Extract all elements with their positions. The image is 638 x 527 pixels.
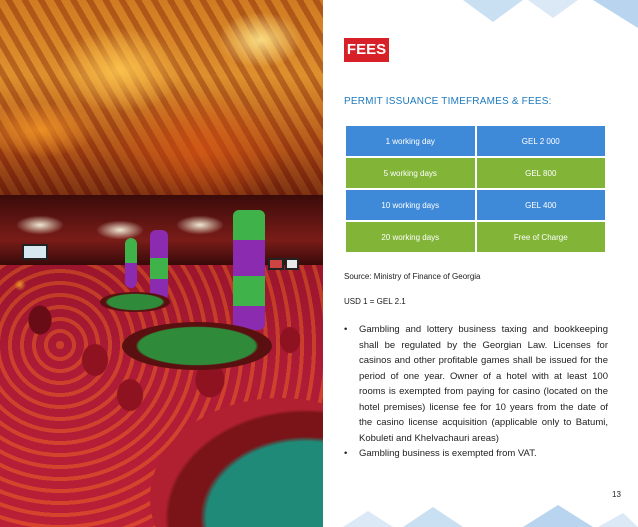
- table-row: [345, 189, 606, 221]
- list-item: [344, 446, 608, 462]
- photo-ceiling: [0, 0, 323, 215]
- list-item-text: Gambling business is exempted from VAT.: [359, 448, 537, 459]
- fee-cell: GEL 400: [476, 189, 607, 221]
- photo-gaming-table: [122, 322, 272, 370]
- photo-pillar: [125, 238, 137, 288]
- fees-section-tag: FEES: [344, 38, 389, 62]
- photo-screen: [22, 244, 48, 260]
- photo-screen: [285, 258, 299, 270]
- bullet-icon: •: [344, 324, 348, 335]
- list-item-text: Gambling and lottery business taxing and bookkeeping shall be regulated by the Georgian Law. Licenses for casinos and other profitable games shall be issued for the period of one year. Owner of a hotel with at least 100 rooms is exempted from paying for casino (located on the hotel premises) license fee for 10 years from the date of the casino license acquisition (applicable only to Batumi, Kobuleti and Khelvachauri areas): [359, 324, 608, 444]
- decorative-triangles-top: [323, 0, 638, 30]
- table-row: [345, 221, 606, 253]
- table-row: [345, 157, 606, 189]
- fees-table: [344, 124, 607, 254]
- fee-cell: GEL 2 000: [476, 125, 607, 157]
- photo-screen: [268, 258, 284, 270]
- fee-cell: GEL 800: [476, 157, 607, 189]
- table-row: [345, 125, 606, 157]
- timeframe-cell: 10 working days: [345, 189, 476, 221]
- bullet-list: [344, 322, 608, 462]
- timeframe-cell: 20 working days: [345, 221, 476, 253]
- timeframe-cell: 5 working days: [345, 157, 476, 189]
- timeframe-cell: 1 working day: [345, 125, 476, 157]
- page-number: 13: [612, 490, 621, 499]
- decorative-triangles-bottom: [323, 505, 638, 527]
- fee-cell: Free of Charge: [476, 221, 607, 253]
- bullet-icon: •: [344, 448, 348, 459]
- list-item: [344, 322, 608, 446]
- photo-pillar: [150, 230, 168, 300]
- exchange-rate-note: USD 1 = GEL 2.1: [344, 297, 406, 306]
- source-note: Source: Ministry of Finance of Georgia: [344, 272, 481, 281]
- section-title: PERMIT ISSUANCE TIMEFRAMES & FEES:: [344, 96, 552, 107]
